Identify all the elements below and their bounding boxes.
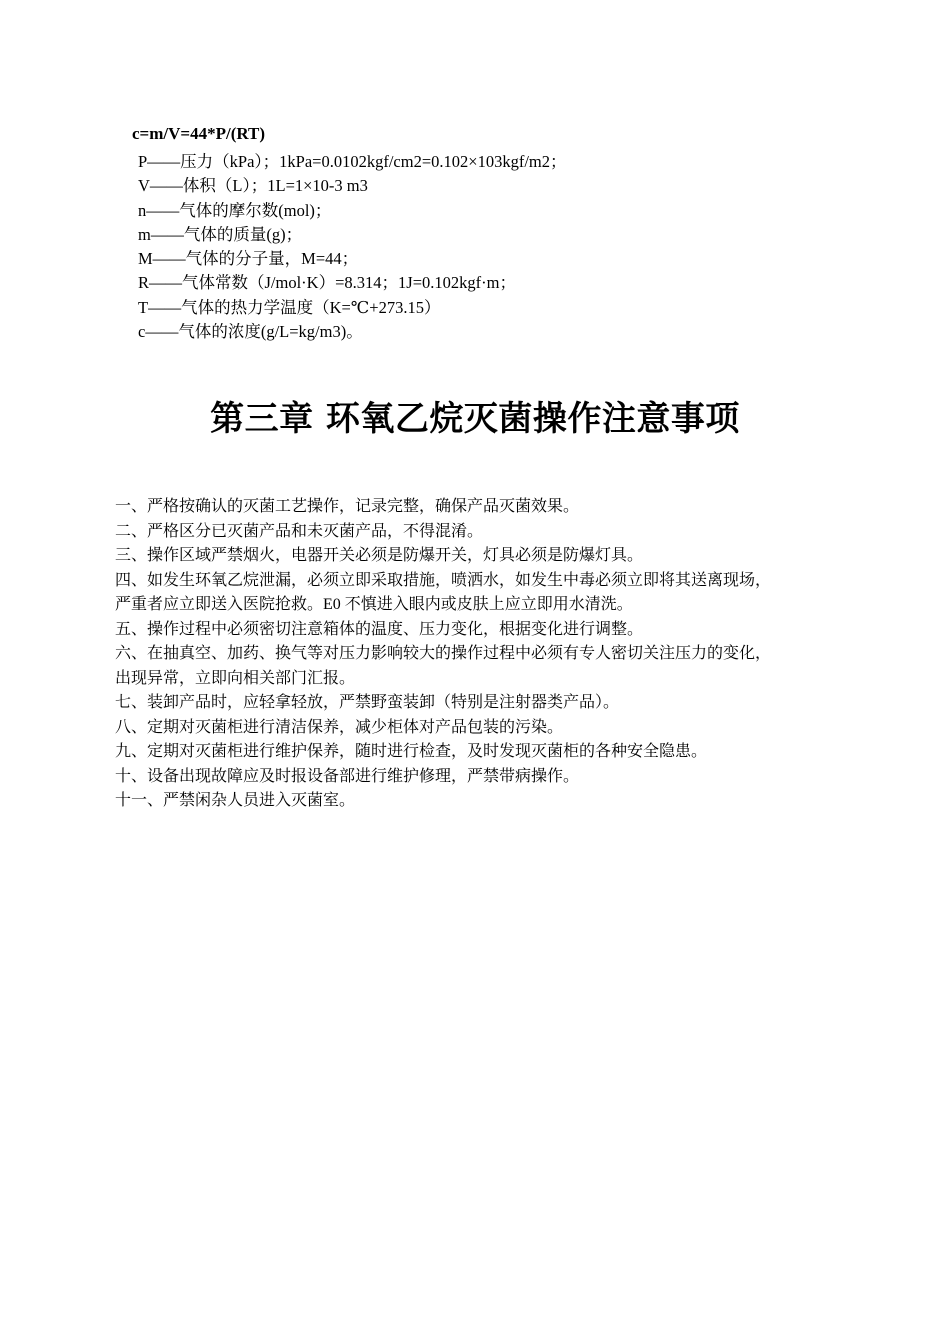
variable-line: T——气体的热力学温度（K=℃+273.15） xyxy=(138,297,441,317)
precaution-line: 三、操作区域严禁烟火，电器开关必须是防爆开关，灯具必须是防爆灯具。 xyxy=(115,547,644,564)
precaution-line: 一、严格按确认的灭菌工艺操作，记录完整，确保产品灭菌效果。 xyxy=(115,498,580,515)
variable-line: c——气体的浓度(g/L=kg/m3)。 xyxy=(138,322,363,342)
precaution-line: 六、在抽真空、加药、换气等对压力影响较大的操作过程中必须有专人密切关注压力的变化， xyxy=(115,645,772,662)
precaution-line: 七、装卸产品时，应轻拿轻放，严禁野蛮装卸（特别是注射器类产品）。 xyxy=(115,694,620,711)
variable-definitions xyxy=(132,150,892,344)
variable-line: R——气体常数（J/mol·K）=8.314；1J=0.102kgf·m； xyxy=(138,273,516,293)
variable-line: m——气体的质量(g)； xyxy=(138,224,303,244)
variable-line: M——气体的分子量，M=44； xyxy=(138,249,359,269)
formula-title: c=m/V=44*P/(RT) xyxy=(132,124,266,143)
precaution-line: 八、定期对灭菌柜进行清洁保养，减少柜体对产品包装的污染。 xyxy=(115,718,564,736)
variable-line: V——体积（L）；1L=1×10-3 m3 xyxy=(138,176,368,196)
variable-line: n——气体的摩尔数(mol)； xyxy=(138,200,332,220)
precaution-line: 十一、严禁闲杂人员进入灭菌室。 xyxy=(115,792,356,809)
precaution-line: 四、如发生环氧乙烷泄漏，必须立即采取措施，喷洒水，如发生中毒必须立即将其送离现场， xyxy=(115,571,772,589)
chapter-title: 第三章 环氧乙烷灭菌操作注意事项 xyxy=(210,399,740,439)
variable-line: P——压力（kPa）；1kPa=0.0102kgf/cm2=0.102×103kgf/m2； xyxy=(138,152,567,171)
precaution-line: 二、严格区分已灭菌产品和未灭菌产品，不得混淆。 xyxy=(115,522,484,540)
precautions-list xyxy=(115,495,885,814)
precaution-line: 十、设备出现故障应及时报设备部进行维护修理，严禁带病操作。 xyxy=(115,767,580,785)
precaution-line: 严重者应立即送入医院抢救。E0 不慎进入眼内或皮肤上应立即用水清洗。 xyxy=(115,596,633,613)
precaution-line: 出现异常，立即向相关部门汇报。 xyxy=(115,669,356,687)
precaution-line: 五、操作过程中必须密切注意箱体的温度、压力变化，根据变化进行调整。 xyxy=(115,620,644,638)
precaution-line: 九、定期对灭菌柜进行维护保养，随时进行检查，及时发现灭菌柜的各种安全隐患。 xyxy=(115,743,708,760)
formula-section xyxy=(132,124,892,344)
